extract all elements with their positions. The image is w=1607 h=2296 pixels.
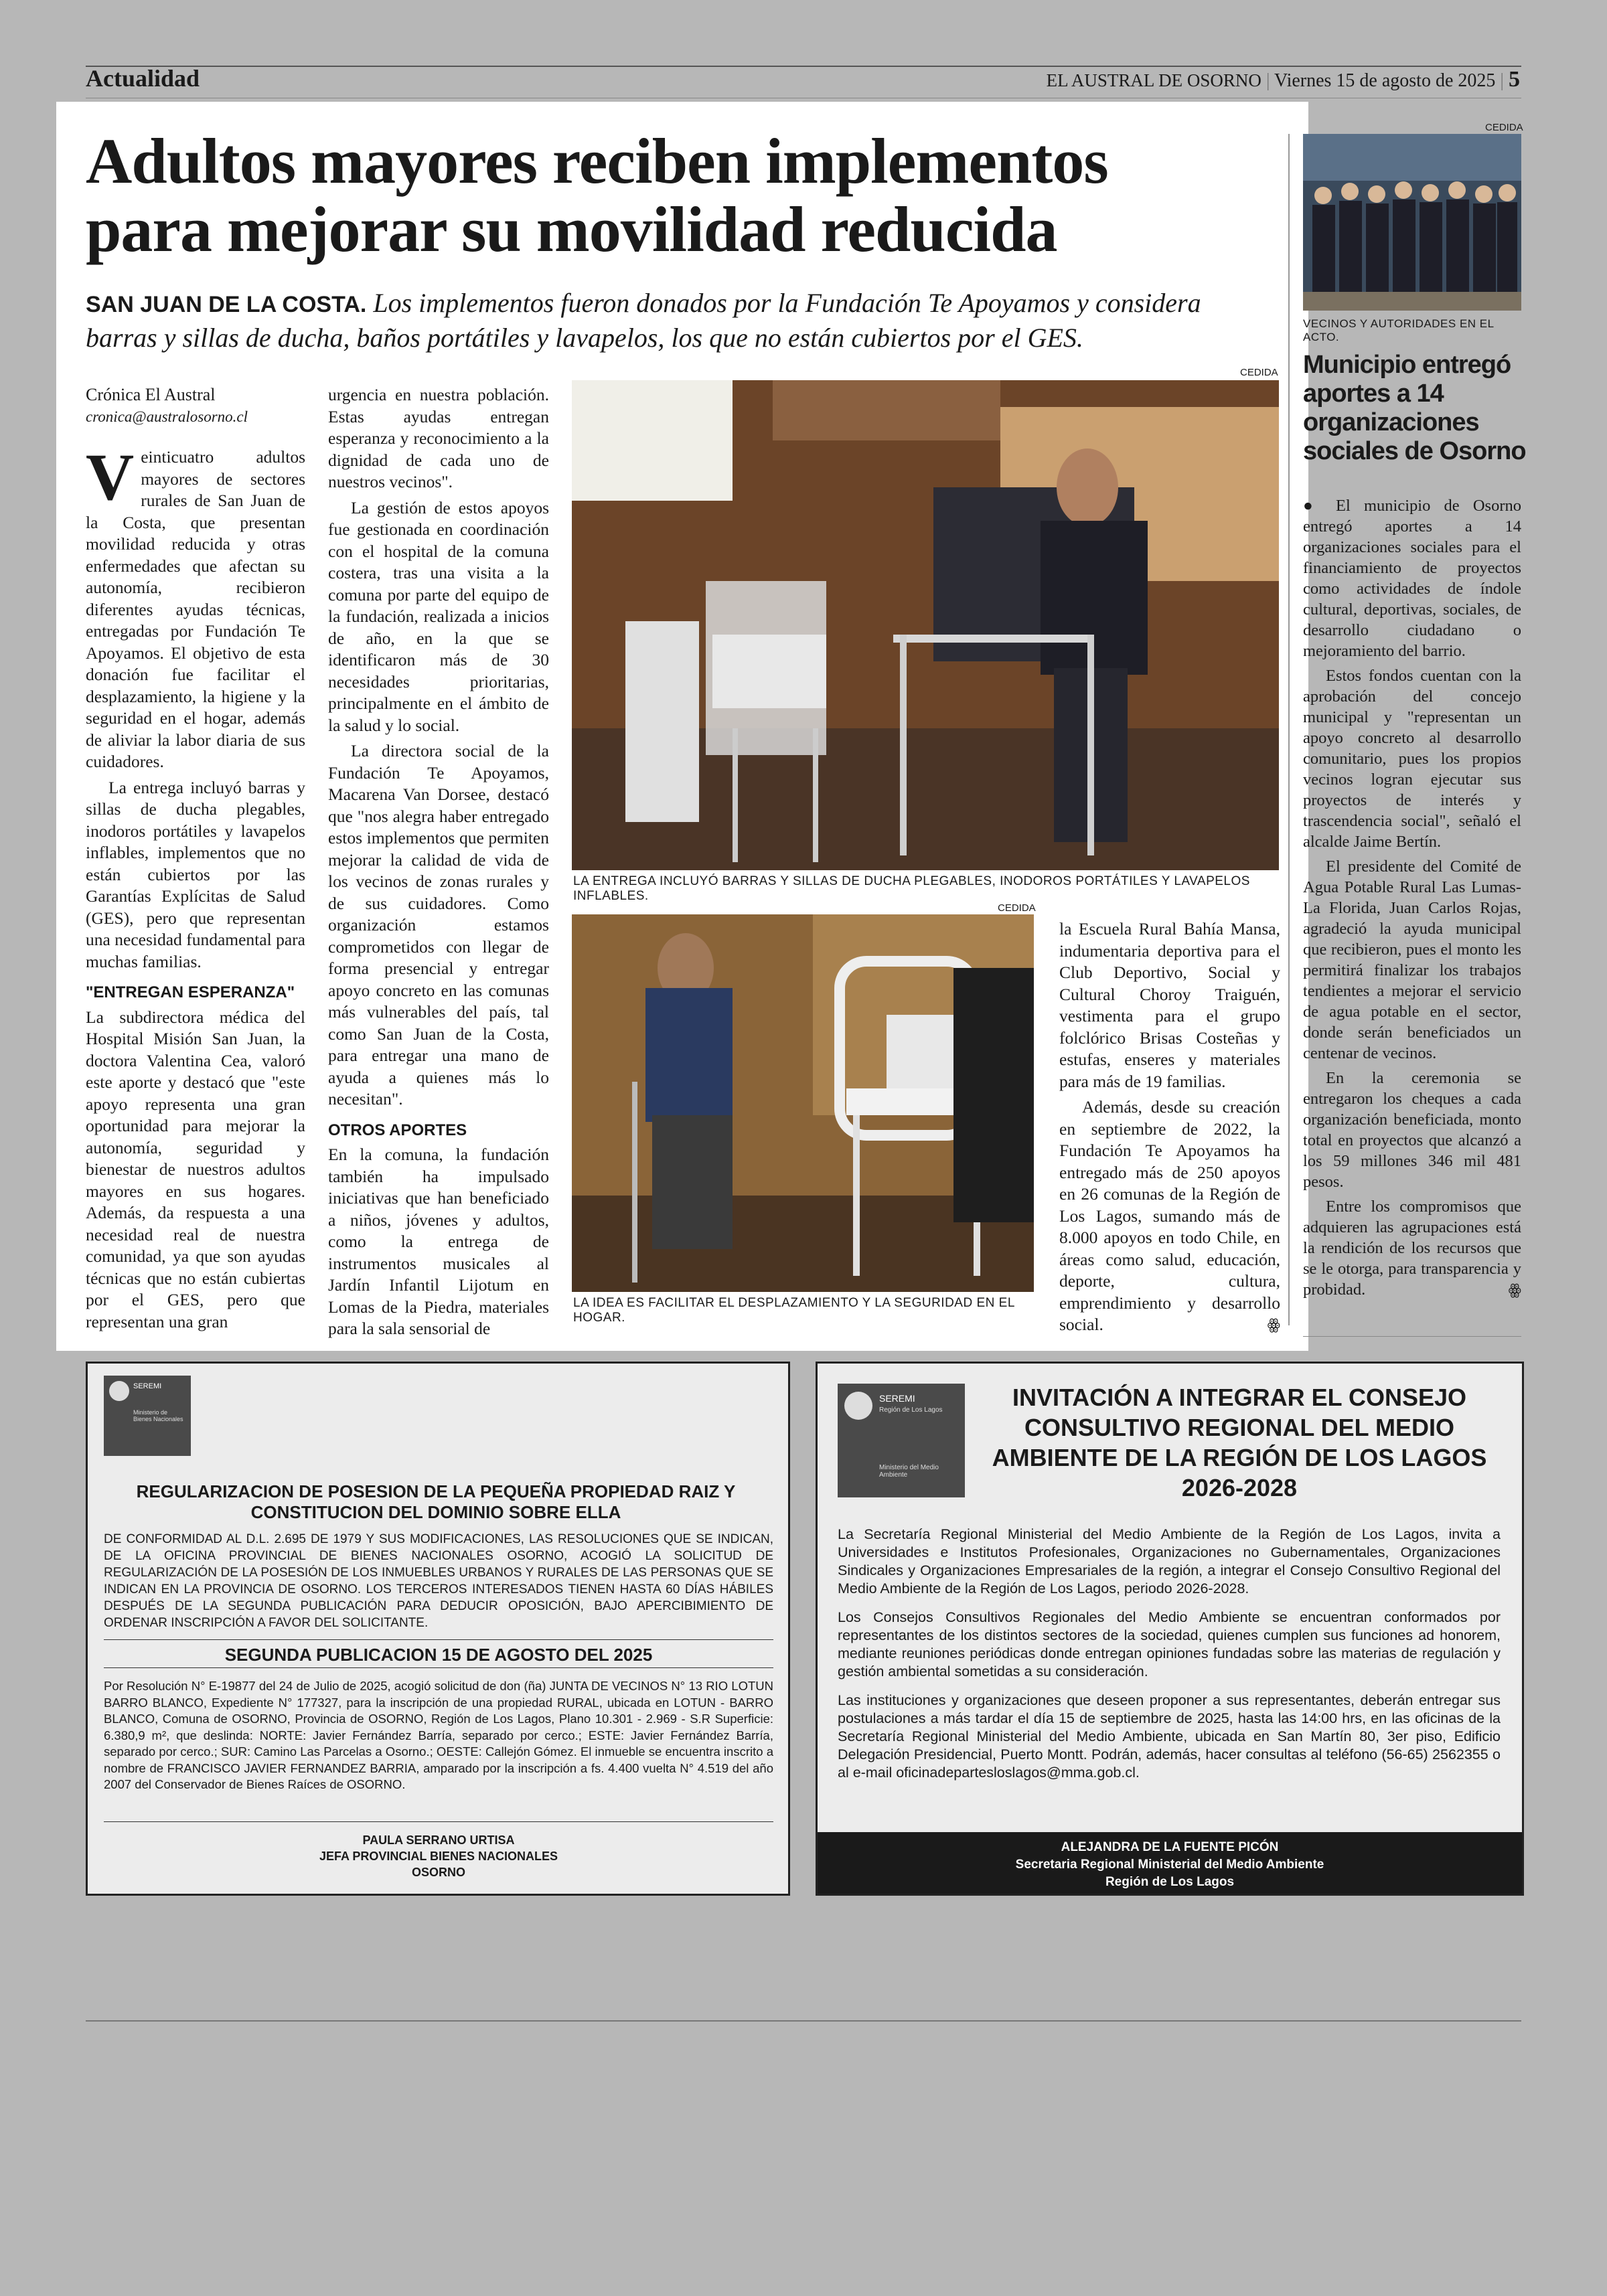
lead-text: Los implementos fueron donados por la Fundación Te Apoyamos y considera barras y sillas de ducha, baños portátiles y lavapelos, los que no están cubiertos por el GES. [86,288,1201,353]
byline-email: cronica@australosorno.cl [86,408,248,425]
photo-elderly-man-walker [572,380,1279,870]
masthead: EL AUSTRAL DE OSORNO | Viernes 15 de agosto de 2025 | 5 [1046,67,1520,92]
lead-location: SAN JUAN DE LA COSTA. [86,292,367,317]
sidebar-photo-caption: VECINOS Y AUTORIDADES EN EL ACTO. [1303,317,1494,343]
photo1-credit: CEDIDA [1240,367,1278,378]
byline: Crónica El Austral [86,385,216,404]
logo-right-sub1: Región de Los Lagos [879,1406,943,1414]
notice-right-paragraph-2: Los Consejos Consultivos Regionales del Medio Ambiente se encuentran conformados por representantes de los distintos sectores de la sociedad, quienes cumplen sus funciones ad honorem, mediante reuniones periódicas donde entregan opiniones fundadas sobre las materias de regulación y gestión ambiental sometidas a su consideración. [838,1609,1501,1679]
photo1-caption: LA ENTREGA INCLUYÓ BARRAS Y SILLAS DE DUCHA PLEGABLES, INODOROS PORTÁTILES Y LAVAPELOS INFLABLES. [573,874,1250,903]
paper-name: EL AUSTRAL DE OSORNO [1046,70,1261,90]
headline [86,127,1264,264]
logo-left-sub: Ministerio de Bienes Nacionales [133,1409,183,1422]
section-label: Actualidad [86,65,200,92]
sidebar-paragraph-2: Estos fondos cuentan con la aprobación del concejo municipal y "representan un apoyo concreto al desarrollo comunitario, pues los propios vecinos logran ejecutar sus proyectos de interés y trascendencia social", señaló el alcalde Jaime Bertín. [1303,667,1521,851]
sidebar-bottom-rule [1303,1336,1521,1337]
paragraph-7: En la comuna, la fundación también ha impulsado iniciativas que han beneficiado a niños, jóvenes y adultos, como la entrega de instrumentos musicales al Jardín Infantil Lijotum en Lomas de la Piedra, materiales para la sala sensorial de [328,1145,549,1338]
paragraph-1: Veinticuatro adultos mayores de sectores rurales de San Juan de la Costa, que presentan movilidad reducida y otras enfermedades que afectan su autonomía, recibieron diferentes ayudas técnicas, entregadas por Fundación Te Apoyamos. El objetivo de esta donación fue facilitar el desplazamiento, la higiene y la seguridad en el hogar, además de aliviar la labor diaria de sus cuidadores. [86,440,305,771]
sidebar-photo-illustration [1303,134,1521,311]
paragraph-6: La directora social de la Fundación Te Apoyamos, Macarena Van Dorsee, destacó que "nos alegra haber entregado estos implementos que permiten mejorar la calidad de vida de los vecinos de zonas rurales y de sus cuidadores. Como organización estamos comprometidos con llegar de forma presencial y entregar apoyo concreto en las comunas más vulnerables del país, tal como San Juan de la Costa, para entregar una mano de ayuda a quienes más lo necesitan". [328,741,549,1109]
sidebar-body [1303,495,1521,1304]
notice-bienes-nacionales [86,1362,790,1896]
notice-right-paragraph-3: Las instituciones y organizaciones que deseen proponer a sus representantes, deberán entregar sus postulaciones a más tardar el día 15 de septiembre de 2025, hasta las 14:00 hrs, en las oficinas de la Secretaría Regional Ministerial del Medio Ambiente, ubicada en San Martín 80, 3er piso, Edificio Delegación Presidencial, Puerto Montt. Podrán, además, hacer consultas al teléfono (56-65) 2562355 o al e-mail oficinadepartesloslagos@mma.gob.cl. [838,1692,1501,1781]
photo-elderly-woman-shower-chair [572,914,1034,1292]
dropcap: V [86,440,135,514]
photo2-credit: CEDIDA [998,902,1036,914]
seremi-logo-left [104,1376,191,1456]
notice-medio-ambiente [816,1362,1524,1896]
notice-right-paragraph-1: La Secretaría Regional Ministerial del Medio Ambiente de la Región de Los Lagos, invita a Universidades e Institutos Profesionales, Organizaciones no Gubernamentales, Organizaciones Sindicales y Organizaciones Empresariales de la región, a integrar el Consejo Consultivo Regional del Medio Ambiente de la Región de Los Lagos, periodo 2026-2028. [838,1526,1501,1596]
article-column-2 [328,384,549,1344]
paragraph-9: Además, desde su creación en septiembre de 2022, la Fundación Te Apoyamos ha entregado más de 250 apoyos en 26 comunas de la Región de Los Lagos, sumando más de 8.000 apoyos en todo Chile, en áreas como salud, educación, deporte, cultura, emprendimiento y desarrollo social. ꙮ [1059,1096,1280,1336]
sidebar-photo-group [1303,134,1521,311]
notice-left-signature: PAULA SERRANO URTISA JEFA PROVINCIAL BIENES NACIONALES OSORNO [319,1833,558,1879]
sidebar-paragraph-1: ● El municipio de Osorno entregó aportes a 14 organizaciones sociales para el financiamiento de proyectos como actividades de índole cultural, deportivas, sociales, de desarrollo ciudadano o mejoramiento del barrio. [1303,497,1521,660]
paragraph-3: La subdirectora médica del Hospital Misión San Juan, la doctora Valentina Cea, valoró este aporte y destacó que "este apoyo representa una gran oportunidad para mejorar la autonomía, seguridad y bienestar de nuestros adultos mayores en sus hogares. Además, da respuesta a una necesidad real de nuestra comunidad, ya que son ayudas técnicas que no están cubiertas por el GES, pero que representan una gran [86,1007,305,1331]
subhead-otros-aportes: OTROS APORTES [328,1121,467,1139]
notice-left-resolution: Por Resolución N° E-19877 del 24 de Julio de 2025, acogió solicitud de don (ña) JUNTA DE VECINOS N° 13 RIO LOTUN BARRO BLANCO, Expediente N° 177327, para la inscripción de una propiedad RURAL, ubicada en LOTUN - BARRO BLANCO, Comuna de OSORNO, Provincia de OSORNO, Región de Los Lagos, Plano 10.301 - 2.969 - S.R Superficie: 6.380,9 m², que deslinda: NORTE: Javier Fernández Barría, separado por cerco.; ESTE: Javier Fernández Barría, separado por cerco.; SUR: Camino Las Parcelas a Osorno.; OESTE: Callejón Gómez. El inmueble se encuentra inscrito a nombre de FRANCISCO JAVIER FERNANDEZ BARRIA, amparado por la inscripción a fs. 4.400 vuelta N° 4.519 del año 2007 del Conservador de Bienes Raíces de OSORNO. [104,1679,773,1791]
logo-left-text: SEREMI [133,1382,162,1390]
page-number: 5 [1509,67,1520,92]
notice-left-body: DE CONFORMIDAD AL D.L. 2.695 DE 1979 Y SUS MODIFICACIONES, LAS RESOLUCIONES QUE SE INDICAN, DE LA OFICINA PROVINCIAL DE BIENES NACIONALES OSORNO, ACOGIÓ LA SOLICITUD DE REGULARIZACIÓN DE LA POSESIÓN DE LOS INMUEBLES URBANOS Y RURALES DE LAS PERSONAS QUE SE INDICAN EN LA PROVINCIA DE OSORNO. LOS TERCEROS INTERESADOS TIENEN HASTA 60 DÍAS HÁBILES DESPUÉS DE LA SEGUNDA PUBLICACIÓN PARA DEDUCIR OPOSICIÓN, BAJO APERCIBIMIENTO DE ORDENAR INSCRIPCIÓN A FAVOR DEL SOLICITANTE. [104,1532,773,1630]
crest-icon [109,1381,129,1401]
sidebar-title: Municipio entregó aportes a 14 organizaciones sociales de Osorno [1303,351,1526,465]
paragraph-8: la Escuela Rural Bahía Mansa, indumentaria deportiva para el Club Deportivo, Social y Cultural Choroy Traiguén, vestimenta para el grupo folclórico Brisas Costeñas y estufas, enseres y materiales para más de 19 familias. [1059,919,1280,1091]
sidebar-paragraph-4: En la ceremonia se entregaron los cheques a cada organización beneficiada, monto total en proyectos que alcanzó a los 59 millones 346 mil 481 pesos. [1303,1069,1521,1191]
end-mark-icon: ꙮ [1267,1316,1280,1333]
notice-right-title: INVITACIÓN A INTEGRAR EL CONSEJO CONSULTIVO REGIONAL DEL MEDIO AMBIENTE DE LA REGIÓN DE LOS LAGOS 2026-2028 [992,1384,1487,1501]
notice-left-divider-3 [104,1821,773,1822]
lead [86,286,1264,355]
headline-line-1: Adultos mayores reciben implementos [86,125,1108,197]
notice-right-body [838,1526,1501,1782]
paragraph-2: La entrega incluyó barras y sillas de ducha plegables, inodoros portátiles y lavapelos inflables, implementos que no están cubiertos por las Garantías Explícitas de Salud (GES), pero que representan una necesidad fundamental para muchas familias. [86,777,305,971]
sidebar-paragraph-3: El presidente del Comité de Agua Potable Rural Las Lumas-La Florida, Juan Carlos Rojas, agradeció la ayuda municipal que recibieron, pues el monto les permitirá finalizar los trabajos tendientes a mejorar el servicio de agua potable en el sector, donde serán beneficiados un centenar de vecinos. [1303,857,1521,1062]
logo-right-sub2: Ministerio del Medio Ambiente [879,1464,939,1479]
logo-right-text: SEREMI [879,1393,915,1404]
article-column-1 [86,384,305,1337]
seremi-logo-right [838,1384,965,1497]
notice-left-subtitle: SEGUNDA PUBLICACION 15 DE AGOSTO DEL 2025 [224,1645,653,1665]
sidebar-photo-credit: CEDIDA [1485,122,1523,133]
photo2-illustration [572,914,1034,1292]
article-column-3 [1059,918,1280,1340]
sidebar-paragraph-5: Entre los compromisos que adquieren las agrupaciones está la rendición de los recursos que se le otorga, para transparencia y probidad. ꙮ [1303,1198,1521,1299]
crest-icon-right [844,1392,872,1420]
notice-right-signature-band: ALEJANDRA DE LA FUENTE PICÓN Secretaria Regional Ministerial del Medio Ambiente Región de Los Lagos [818,1832,1522,1894]
sidebar-end-mark-icon: ꙮ [1508,1281,1521,1298]
notice-left-title: REGULARIZACION DE POSESION DE LA PEQUEÑA PROPIEDAD RAIZ Y CONSTITUCION DEL DOMINIO SOBRE ELLA [136,1481,736,1522]
subhead-entregan-esperanza: "ENTREGAN ESPERANZA" [86,983,295,1001]
notice-left-divider-2 [104,1667,773,1668]
photo1-illustration [572,380,1279,870]
headline-line-2: para mejorar su movilidad reducida [86,193,1057,265]
page-bottom-rule [86,2020,1521,2022]
paragraph-4: urgencia en nuestra población. Estas ayudas entregan esperanza y reconocimiento a la dignidad de cada uno de nuestros vecinos". [328,385,549,491]
issue-date: Viernes 15 de agosto de 2025 [1274,70,1496,91]
paragraph-5: La gestión de estos apoyos fue gestionada en coordinación con el hospital de la comuna costera, tras una visita a la comuna por parte del equipo de la fundación, realizada a inicios de año, en la que se identificaron más de 30 necesidades prioritarias, principalmente en el ámbito de la salud y lo social. [328,497,549,735]
bullet-icon: ● [1303,497,1336,515]
notice-left-divider [104,1639,773,1640]
photo2-caption: LA IDEA ES FACILITAR EL DESPLAZAMIENTO Y LA SEGURIDAD EN EL HOGAR. [573,1296,1015,1325]
sidebar-divider [1288,134,1290,1325]
